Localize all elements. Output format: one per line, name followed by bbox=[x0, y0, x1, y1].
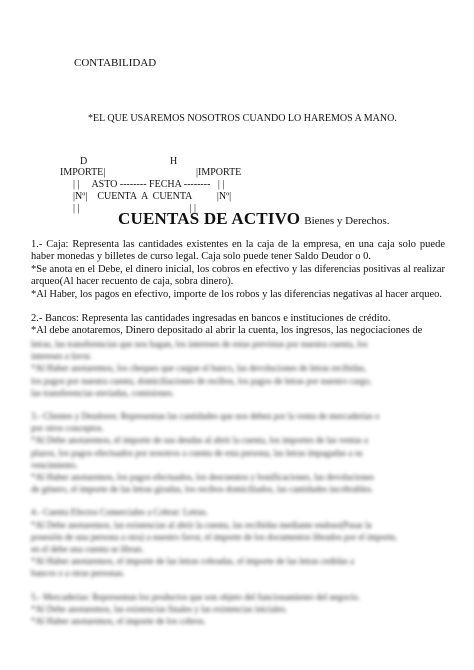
blurred-remaining-text bbox=[31, 338, 445, 627]
blurred-line: bancos o a otras personas. bbox=[31, 568, 125, 579]
t-account-left-header: IMPORTE| bbox=[60, 167, 106, 178]
caja-definition: 1.- Caja: Representa las cantidades existentes en la caja de la empresa, en una caja solo puede haber monedas y billetes de curso legal. Caja solo puede tener Saldo Deudor o 0. bbox=[31, 239, 445, 263]
paragraph-bancos bbox=[31, 313, 445, 338]
caja-haber: *Al Haber, los pagos en efectivo, importe de los robos y las diferencias negativas al hacer arqueo. bbox=[31, 288, 442, 300]
t-account-right-header: |IMPORTE bbox=[196, 167, 242, 178]
blurred-line: los pagos por nuestra cuenta, domiciliaciones de recibos, los pagos de letras por nuestro cargo, bbox=[31, 375, 372, 386]
document-title: CONTABILIDAD bbox=[74, 57, 157, 69]
debit-letter: D bbox=[80, 156, 88, 167]
bancos-debe: *Al debe anotaremos, Dinero depositado al abrir la cuenta, los ingresos, las negociaciones de bbox=[31, 325, 423, 337]
blurred-line: en el debe una cuenta se libran. bbox=[31, 544, 144, 555]
blurred-line: posesión de una persona a otra) a nuestro favor, el importe de los documentos librados por el importe, bbox=[31, 531, 398, 542]
t-account-row-1: | | ASTO -------- FECHA -------- | | bbox=[73, 179, 225, 190]
blurred-line: *Al Haber anotaremos, el importe de los cobros. bbox=[31, 616, 206, 627]
blurred-line: *Al Haber anotaremos, los pagos efectuados, los descuentos y bonificaciones, las devoluciones bbox=[31, 472, 374, 483]
caja-debe: *Se anota en el Debe, el dinero inicial, los cobros en efectivo y las diferencias positivas al realizar arqueo(Al hacer recuento de caja, sobra dinero). bbox=[31, 263, 445, 288]
blurred-line: *Al Debe anotaremos, las existencias finales y las existencias iniciales. bbox=[31, 603, 288, 614]
document-subtitle: *EL QUE USAREMOS NOSOTROS CUANDO LO HAREMOS A MANO. bbox=[88, 113, 397, 124]
blurred-line: intereses a favor. bbox=[31, 351, 92, 362]
blurred-line: *Al Debe anotaremos, el importe de sus deudas al abrir la cuenta, los importes de las ventas a bbox=[31, 435, 369, 446]
blurred-gap bbox=[31, 580, 445, 591]
blurred-line: *Al Haber anotaremos, el importe de las letras cobradas, el importe de las letras cedidas a bbox=[31, 556, 355, 567]
blurred-gap bbox=[31, 495, 445, 506]
blurred-line: por otros conceptos. bbox=[31, 423, 104, 434]
blurred-line: vencimiento. bbox=[31, 459, 78, 470]
credit-letter: H bbox=[170, 156, 178, 167]
t-account-row-2: |Nº| CUENTA A CUENTA |Nº| bbox=[73, 191, 232, 202]
section-heading bbox=[118, 209, 389, 229]
blurred-line: plazos, los pagos efectuados por nosotros a cuenta de esta persona, las letras impagadas a su bbox=[31, 447, 363, 458]
section-heading-main: CUENTAS DE ACTIVO bbox=[118, 209, 301, 228]
paragraph-caja bbox=[31, 239, 445, 301]
bancos-definition: 2.- Bancos: Representa las cantidades ingresadas en bancos e instituciones de crédito. bbox=[31, 313, 391, 324]
blurred-line: 4.- Cuenta Efectos Comerciales a Cobrar: Letras. bbox=[31, 507, 208, 518]
blurred-line: letras, las transferencias que nos hagan, los intereses de estas previstas por nuestra cuenta, los bbox=[31, 339, 368, 349]
blurred-line: las transferencias enviadas, comisiones. bbox=[31, 387, 175, 398]
blurred-line: 5.- Mercaderías: Representan los productos que son objeto del funcionamiento del negocio. bbox=[31, 591, 361, 602]
blurred-line: *Al Haber anotaremos, los cheques que cargue el banco, las devoluciones de letras recibidas, bbox=[31, 363, 367, 374]
blurred-line: *Al Debe anotaremos, las existencias al abrir la cuenta, las recibidas mediante endoso(Pasar la bbox=[31, 519, 372, 530]
blurred-line: 3.- Clientes y Deudores: Representan las cantidades que nos deben por la venta de mercaderías o bbox=[31, 411, 380, 422]
blurred-gap bbox=[31, 399, 445, 410]
t-account-row-3: | | | | bbox=[73, 203, 197, 214]
section-heading-subtitle: Bienes y Derechos. bbox=[304, 215, 390, 227]
blurred-line: de género, el importe de las letras giradas, los recibos domiciliados, las cantidades incobrables. bbox=[31, 484, 374, 495]
